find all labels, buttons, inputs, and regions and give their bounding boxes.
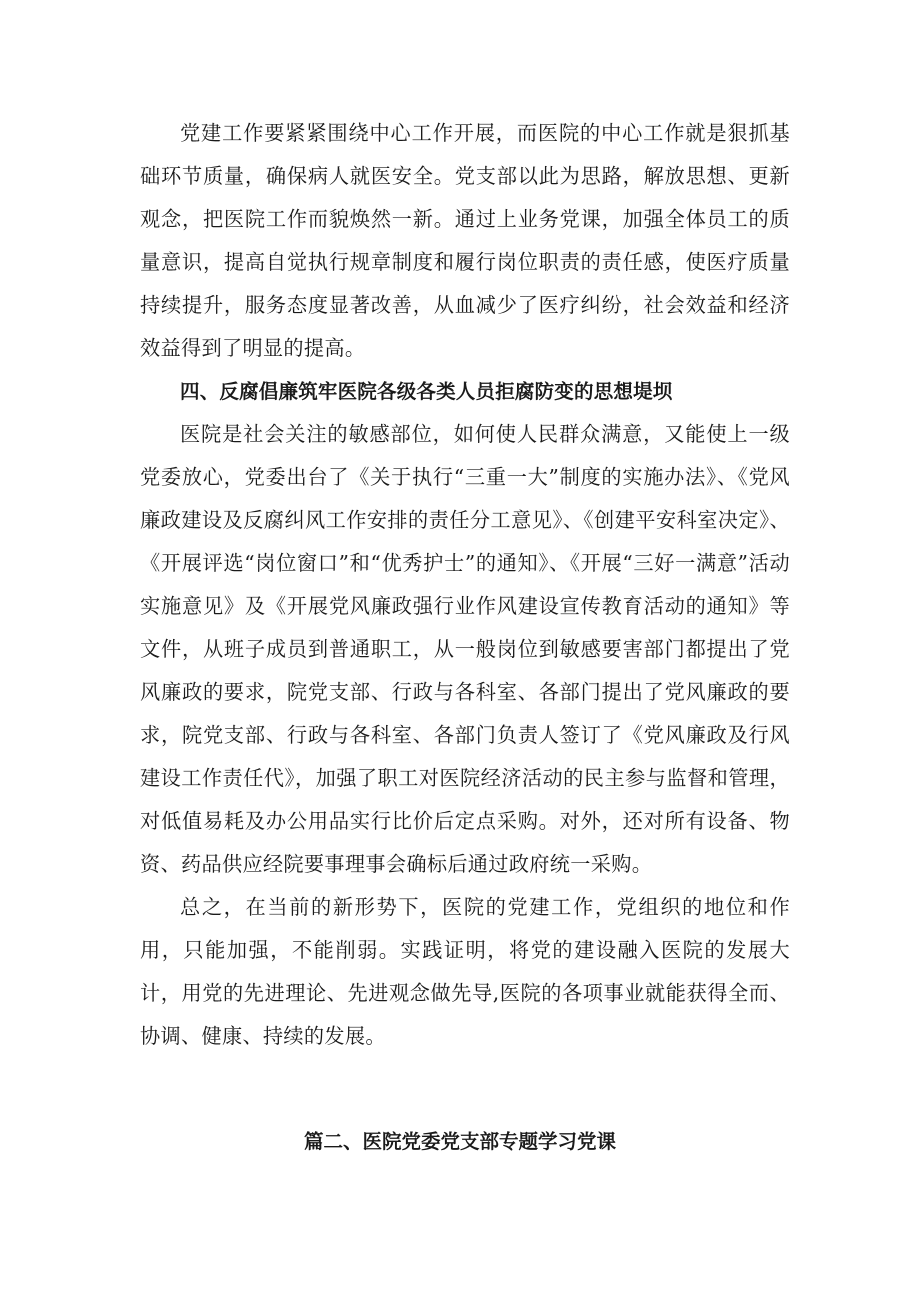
section-title: 篇二、医院党委党支部专题学习党课	[303, 1130, 616, 1153]
document-body	[140, 112, 790, 1058]
paragraph-quality-work: 党建工作要紧紧围绕中心工作开展，而医院的中心工作就是狠抓基础环节质量，确保病人就医安全。党支部以此为思路，解放思想、更新观念，把医院工作而貌焕然一新。通过上业务党课，加强全体员工的质量意识，提高自觉执行规章制度和履行岗位职责的责任感，使医疗质量持续提升，服务态度显著改善，从血减少了医疗纠纷，社会效益和经济效益得到了明显的提高。	[140, 121, 790, 360]
heading-anti-corruption: 四、反腐倡廉筑牢医院各级各类人员拒腐防变的思想堤坝	[180, 380, 673, 403]
paragraph-anti-corruption: 医院是社会关注的敏感部位，如何使人民群众满意，又能使上一级党委放心，党委出台了《关于执行“三重一大”制度的实施办法》、《党风廉政建设及反腐纠风工作安排的责任分工意见》、《创建平安科室决定》、《开展评选“岗位窗口”和“优秀护士”的通知》、《开展“三好一满意”活动实施意见》及《开展党风廉政强行业作风建设宣传教育活动的通知》等文件，从班子成员到普通职工，从一般岗位到敏感要害部门都提出了党风廉政的要求，院党支部、行政与各科室、各部门提出了党风廉政的要求，院党支部、行政与各科室、各部门负责人签订了《党风廉政及行风建设工作责任代》，加强了职工对医院经济活动的民主参与监督和管理，对低值易耗及办公用品实行比价后定点采购。对外，还对所有设备、物资、药品供应经院要事理事会确标后通过政府统一采购。	[140, 422, 790, 876]
paragraph-conclusion: 总之，在当前的新形势下，医院的党建工作，党组织的地位和作用，只能加强，不能削弱。实践证明，将党的建设融入医院的发展大计，用党的先进理论、先进观念做先导,医院的各项事业就能获得全而、协调、健康、持续的发展。	[140, 895, 790, 1048]
